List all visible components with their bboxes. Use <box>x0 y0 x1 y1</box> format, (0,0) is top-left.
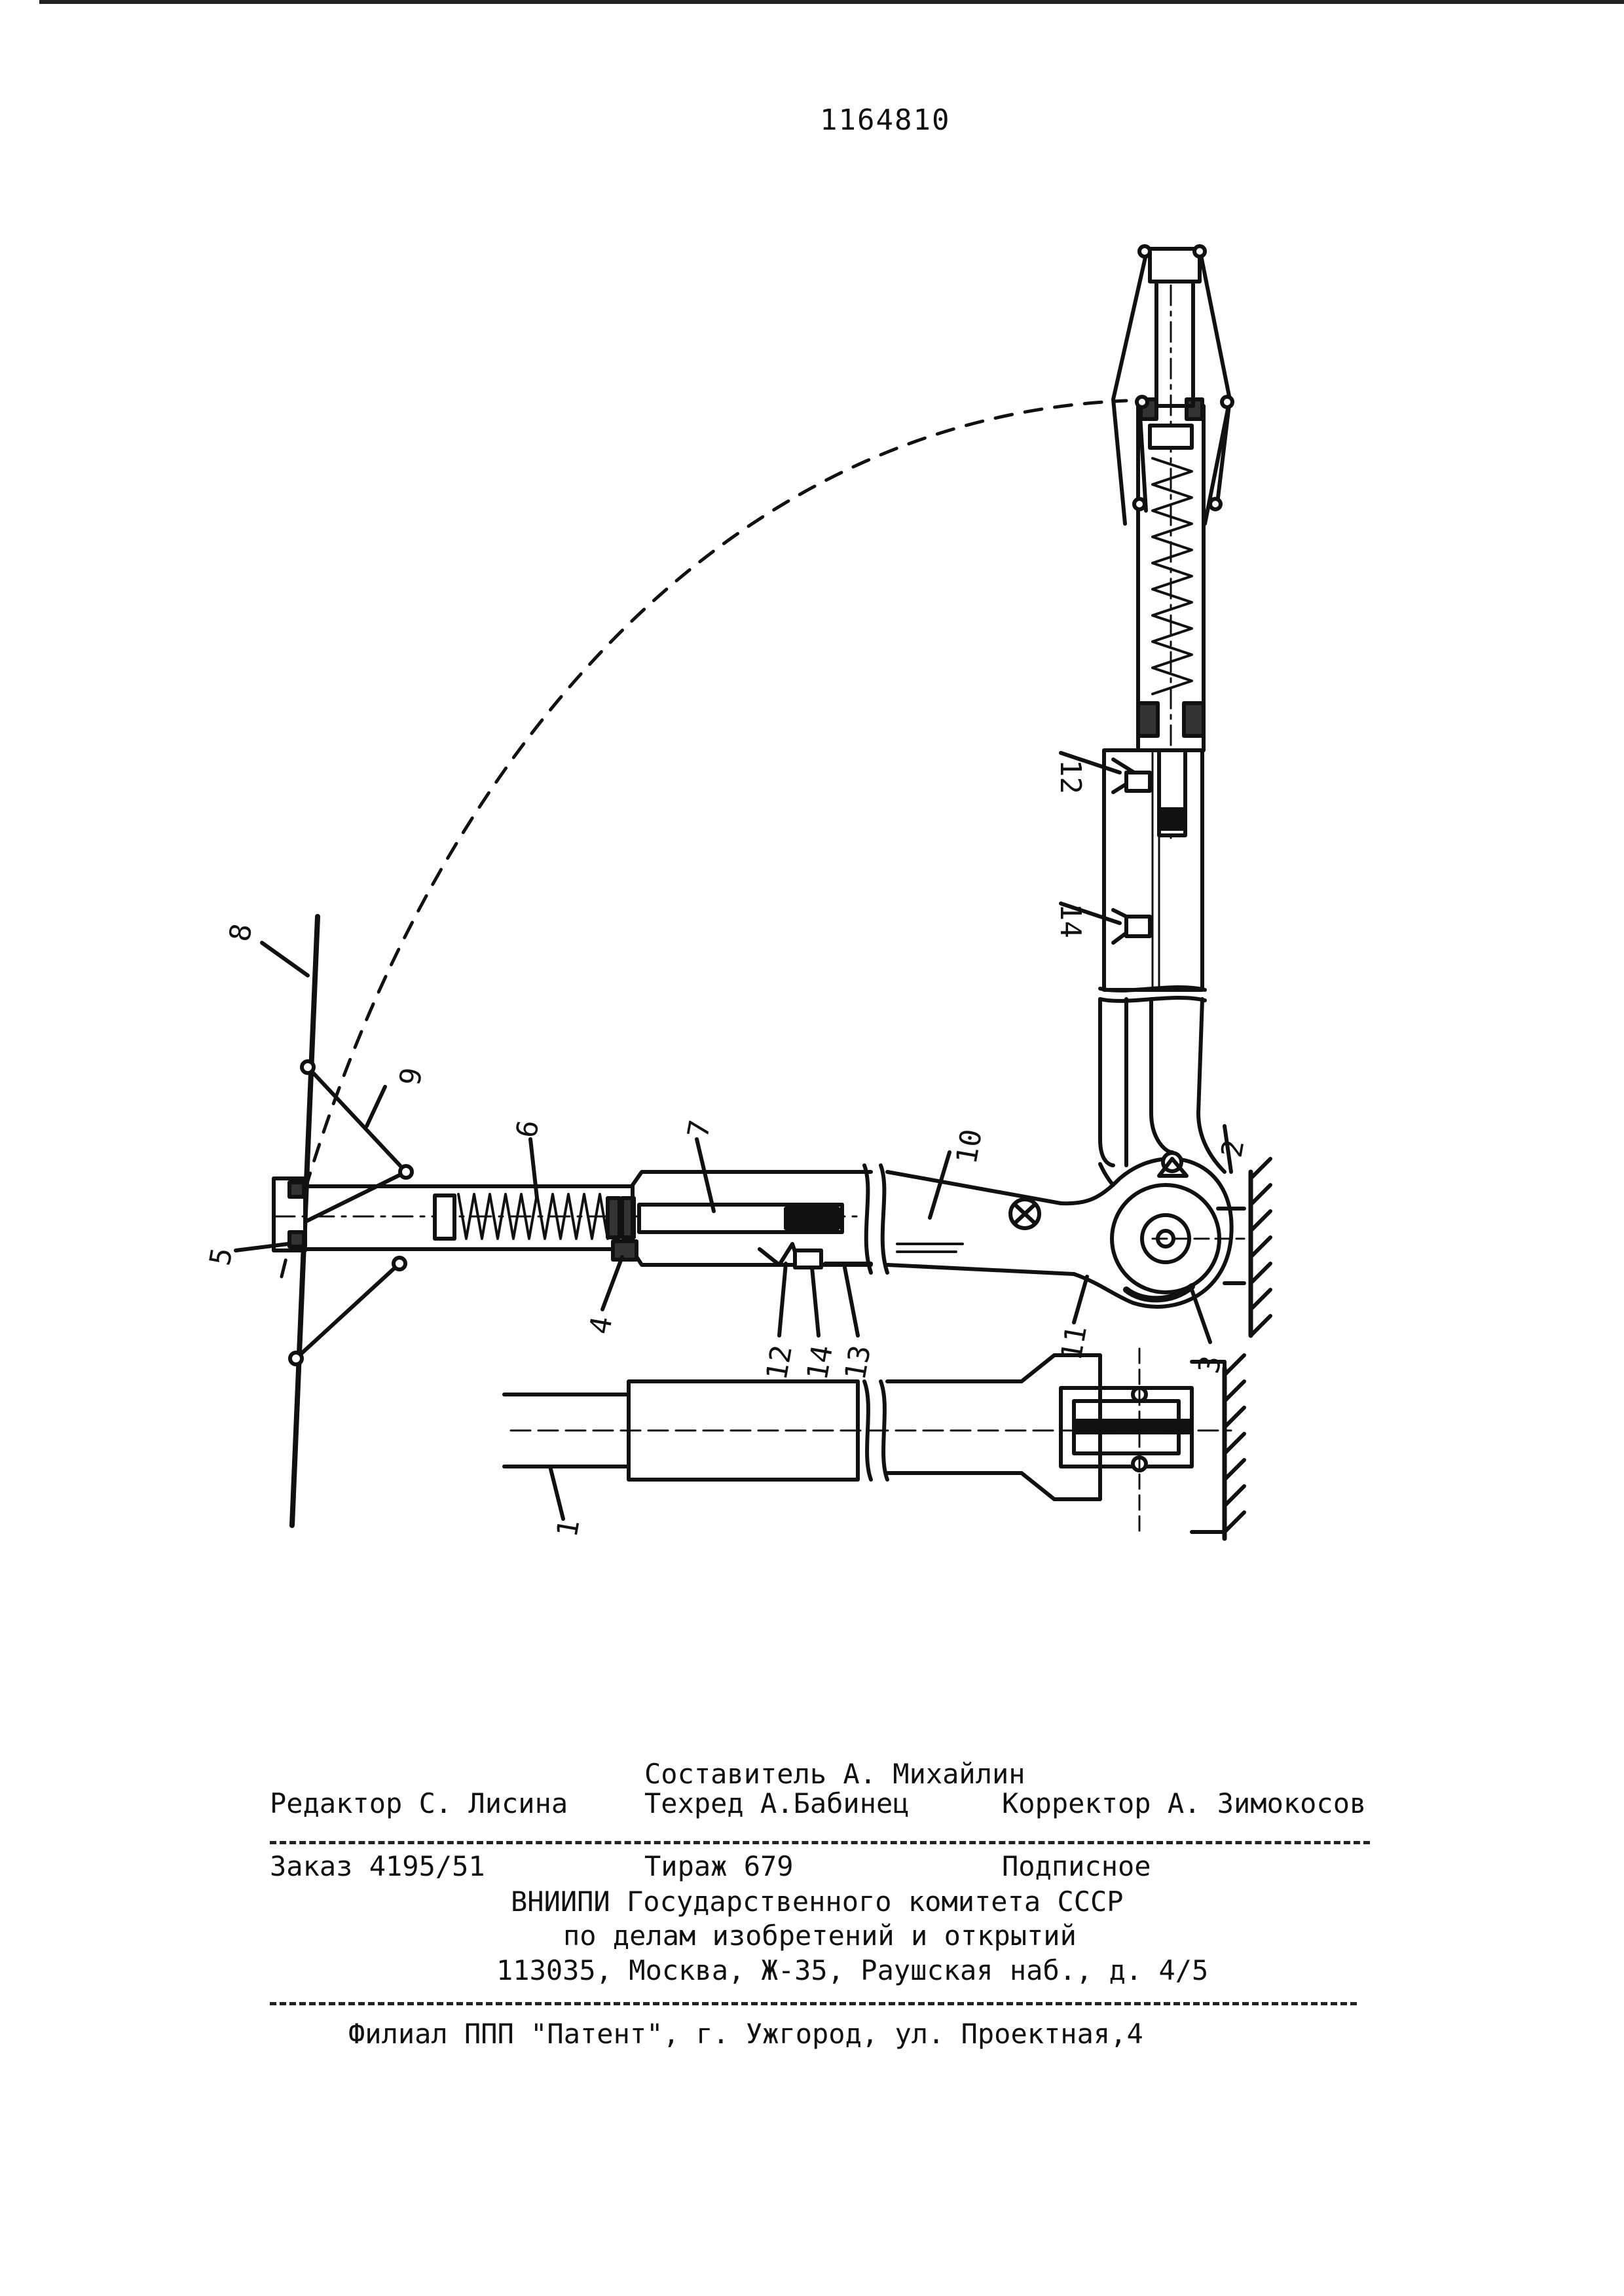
top-cap <box>1150 249 1200 282</box>
spring-vertical <box>1153 458 1192 694</box>
vertical-arm-lower <box>1100 999 1113 1165</box>
label-5: 5 <box>203 1245 240 1268</box>
label-12-horizontal: 12 <box>760 1342 800 1383</box>
label-6: 6 <box>509 1117 546 1140</box>
strut-9-lower <box>296 1264 399 1358</box>
label-1: 1 <box>550 1516 587 1540</box>
editor-line: Редактор С. Лисина <box>270 1787 568 1819</box>
branch-line: Филиал ППП "Патент", г. Ужгород, ул. Проектная,4 <box>348 2018 1143 2050</box>
label-9: 9 <box>393 1065 430 1088</box>
label-11: 11 <box>1054 1322 1094 1363</box>
divider-rule-2 <box>270 2002 1357 2005</box>
label-10: 10 <box>950 1126 989 1167</box>
org-line-2: по делам изобретений и открытий <box>563 1920 1077 1952</box>
subscription-line: Подписное <box>1002 1850 1151 1882</box>
label-3: 3 <box>1192 1353 1228 1376</box>
order-line: Заказ 4195/51 <box>270 1850 485 1882</box>
corrector-line: Корректор А. Зимокосов <box>1002 1787 1367 1819</box>
label-2: 2 <box>1215 1137 1251 1160</box>
break-mark-h <box>864 1165 871 1273</box>
label-13: 13 <box>838 1342 878 1383</box>
techred-line: Техред А.Бабинец <box>644 1787 910 1819</box>
circulation-line: Тираж 679 <box>644 1850 794 1882</box>
label-14-vertical: 14 <box>1054 903 1087 938</box>
address-line: 113035, Москва, Ж-35, Раушская наб., д. 4/5 <box>496 1954 1209 1986</box>
label-7: 7 <box>681 1117 718 1140</box>
label-4: 4 <box>583 1313 619 1337</box>
label-12-vertical: 12 <box>1054 759 1087 794</box>
compiler-line: Составитель А. Михайлин <box>644 1758 1025 1790</box>
label-8: 8 <box>223 920 259 944</box>
org-line-1: ВНИИПИ Государственного комитета СССР <box>511 1886 1124 1918</box>
swing-arc-dashed <box>282 401 1126 1277</box>
patent-number: 1164810 <box>820 103 951 137</box>
divider-rule-1 <box>270 1841 1370 1844</box>
label-14-horizontal: 14 <box>800 1342 840 1383</box>
